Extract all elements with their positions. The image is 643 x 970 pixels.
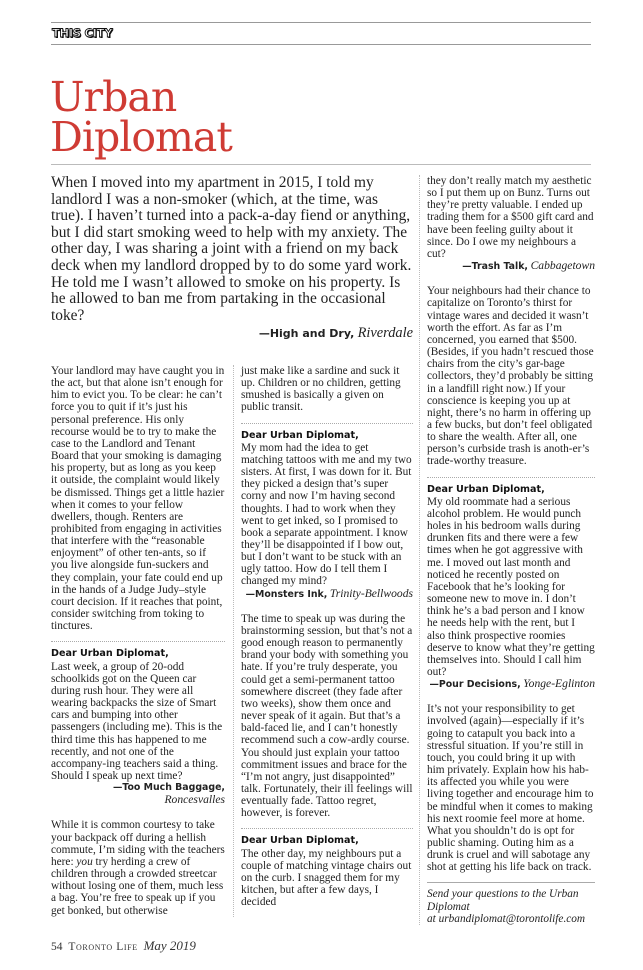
lead-letter-text: When I moved into my apartment in 2015, I told my landlord I was a non-smoker (which, at the time, was true). I haven’t turned into a pack-a-day fiend or anything, but I did start smoking weed to help with my anxiety. The other day, I was sharing a joint with a friend on my back deck when my landlord dropped by to do some yard work. He told me I wasn’t allowed to smoke on his property. Is he allowed to ban me from partaking in the occasional toke? — [51, 174, 412, 324]
section-rule — [51, 44, 591, 45]
column-2 — [233, 365, 413, 917]
lead-letter — [51, 175, 413, 343]
divider — [427, 477, 595, 478]
answer-4: Your neighbours had their chance to capitalize on Toronto’s thirst for vintage wares and decided it wasn’t worth the effort. As far as I’m concerned, you earned that $500. (Besides, if you hadn’t rescued those chairs from the city’s gar-bage collectors, they’d probably be sitting in a landfill right now.) If your conscience is keeping you up at night, there’s no harm in offering up a few bucks, but don’t feel obligated to share the wealth. After all, one person’s curbside trash is anoth-er’s trade-worthy treasure. — [427, 285, 594, 468]
closing-rule — [427, 882, 595, 883]
column-1 — [51, 365, 229, 917]
magazine-name: Toronto Life — [68, 940, 138, 953]
signoff-name: —High and Dry, — [258, 327, 355, 341]
salutation: Dear Urban Diplomat, — [241, 835, 359, 847]
salutation: Dear Urban Diplomat, — [427, 483, 545, 495]
title-rule — [51, 164, 591, 165]
answer-2-part: While it is common courtesy to take your backpack off during a hellish commute, I’m siding with the teachers here: — [51, 819, 225, 868]
signoff-place: Trinity-Bellwoods — [329, 586, 413, 600]
salutation: Dear Urban Diplomat, — [241, 429, 359, 441]
title-line-1: Urban — [50, 73, 177, 121]
letter-2-text: Last week, a group of 20-odd schoolkids got on the Queen car during rush hour. They were all wearing backpacks the size of Smart cars and bumping into other passengers (including me). This is the third time this has happened to me recently, and not one of the accompany-ing teachers said a thing. Should I speak up next time? — [51, 660, 223, 782]
closing-line-1: Send your questions to the Urban Diplomat — [427, 888, 579, 913]
letter-4-text-part2: they don’t really match my aesthetic so I put them up on Bunz. Turns out they’re pretty valuable. I ended up trading them for a $500 gift card and have been feeling guilty about it since. Do I owe my neighbours a cut? — [427, 175, 594, 260]
column-3 — [419, 175, 595, 925]
signoff-place: Riverdale — [357, 325, 413, 342]
divider — [241, 423, 413, 424]
lead-letter-signoff — [51, 325, 413, 343]
closing-line-2[interactable]: at urbandiplomat@torontolife.com — [427, 912, 586, 925]
left-block — [51, 175, 413, 917]
letter-5-signoff — [427, 678, 595, 691]
divider — [241, 828, 413, 829]
signoff-name: —Trash Talk, — [462, 261, 528, 273]
signoff-place: Yonge-Eglinton — [523, 677, 595, 691]
answer-2-part: try herding a crew of children through a crowded streetcar without losing one of them, much less a bag. You’re free to speak up if you get bonked, but otherwise — [51, 855, 224, 917]
signoff-place: Roncesvalles — [164, 793, 225, 807]
divider — [51, 641, 225, 642]
signoff-place: Cabbagetown — [530, 259, 595, 273]
article-body — [51, 174, 595, 925]
signoff-name: —Pour Decisions, — [429, 679, 521, 691]
salutation: Dear Urban Diplomat, — [51, 648, 169, 660]
page-title — [50, 73, 591, 161]
answer-2-emphasis: you — [76, 855, 93, 868]
signoff-name: —Too Much Baggage, — [112, 782, 225, 794]
page — [50, 0, 595, 970]
answer-2 — [51, 819, 225, 916]
letter-4-signoff — [427, 260, 595, 273]
title-line-2: Diplomat — [50, 113, 232, 161]
signoff-name: —Monsters Ink, — [245, 588, 328, 600]
letter-4-text-part1: The other day, my neighbours put a couple of matching vintage chairs out on the curb. I snagged them for my kitchen, but after a few days, I decided — [241, 847, 412, 909]
answer-1: Your landlord may have caught you in the act, but that alone isn’t enough for him to evict you. To be clear: he can’t force you to quit if it’s just his personal preference. His only recourse would be to try to make the case to the Landlord and Tenant Board that your smoking is damaging his property, but as long as you keep it outside, the complaint would likely be dismissed. Things get a little hazier when it comes to your fellow dwellers, though. Renters are prohibited from engaging in activities that interfere with the “reasonable enjoyment” of other ten-ants, so if you live alongside fun-suckers and they complain, your fate could end up in the hands of a Judge Judy–style court decision. If it reaches that point, consider switching from toking to tinctures. — [51, 364, 225, 633]
letter-2-signoff — [51, 782, 225, 807]
two-columns — [51, 365, 413, 917]
page-number: 54 — [51, 940, 63, 953]
answer-3: The time to speak up was during the brainstorming session, but that’s not a good enough reason to permanently brand your body with something you hate. If you’re truly desperate, you could get a semi-permanent tattoo somewhere discreet (they fade after two weeks), show them once and never speak of it again. But that’s a bald-faced lie, and I can’t honestly recommend such a cow-ardly course. You should just explain your tattoo commitment issues and brace for the “I’m not angry, just disappointed” talk. Fortunately, their ill feelings will eventually fade. Tattoo regret, however, is forever. — [241, 612, 413, 820]
letter-3-text: My mom had the idea to get matching tattoos with me and my two sisters. At first, I was down for it. But they picked a design that’s super corny and now I’m having second thoughts. I had to work when they went to get inked, so I promised to book a separate appointment. I know they’ll be disappointed if I bow out, but I don’t want to be stuck with an ugly tattoo. How do I tell them I changed my mind? — [241, 441, 412, 588]
letter-5-text: My old roommate had a serious alcohol problem. He would punch holes in his bedroom walls during drunken fits and there were a few times when he got aggressive with me. I moved out last month and noticed he recently posted on Facebook that he’s looking for someone new to move in. I don’t think he’s a bad person and I know he needs help with the rent, but I also think prospective roomies deserve to know what they’re getting themselves into. Should I call him out? — [427, 495, 595, 678]
answer-2-continued: just make like a sardine and suck it up. Children or no children, getting smushed is basically a given on public transit. — [241, 364, 401, 414]
issue-date: May 2019 — [143, 937, 196, 953]
letter-3-signoff — [241, 588, 413, 601]
answer-5: It’s not your responsibility to get involved (again)—especially if it’s going to catapult you back into a stressful situation. If you’re still in touch, you could bring it up with him privately. Explain how his hab-its affected you while you were living together and encourage him to be mindful when it comes to making his next roomie feel more at home. What you shouldn’t do is opt for public shaming. Outing him as a drunk is cruel and will sabotage any shot at getting his life back on track. — [427, 703, 594, 874]
page-footer — [51, 939, 591, 954]
section-label: THIS CITY — [52, 26, 113, 40]
